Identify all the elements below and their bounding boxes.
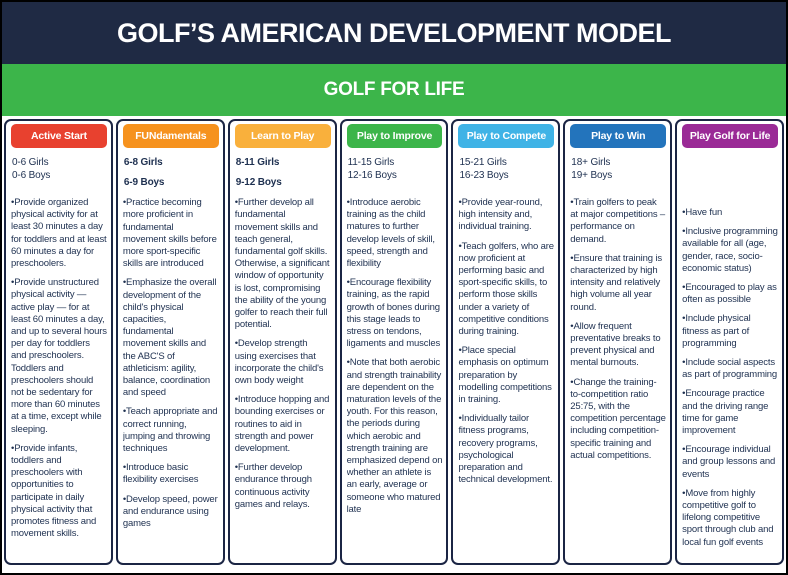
bullet-item: • Move from highly competitive golf to lifelong competitive sport through club and local fun golf events — [682, 488, 778, 549]
stage-bullets — [458, 190, 554, 560]
bullet-item: • Introduce basic flexibility exercises — [123, 462, 219, 486]
girls-age: 15-21 Girls — [459, 157, 507, 168]
boys-age: 0-6 Boys — [12, 169, 51, 181]
bullet-item: • Further develop endurance through continuous activity games and relays. — [235, 462, 331, 511]
bullet-item: • Provide infants, toddlers and preschoolers with opportunities to participate in daily physical activity that promotes fitness and movement skills. — [11, 443, 107, 541]
stage-header-badge: Active Start — [11, 124, 107, 148]
stage-header-badge: Learn to Play — [235, 124, 331, 148]
stage-bullets — [682, 200, 778, 560]
bullet-item: • Have fun — [682, 207, 778, 219]
bullet-item: • Change the training-to-competition ratio 25:75, with the competition percentage including competition-specific training and actual competitions. — [570, 377, 666, 462]
boys-age: 12-16 Boys — [347, 169, 397, 181]
bullet-item: • Note that both aerobic and strength trainability are dependent on the maturation levels of the youth. For this reason, the periods during which aerobic and strength training are emphasized depend on whether an athlete is an early, average or someone who matured late — [347, 357, 443, 516]
bullet-item: • Allow frequent preventative breaks to prevent physical and mental burnouts. — [570, 321, 666, 370]
stage-header-badge: FUNdamentals — [123, 124, 219, 148]
age-range — [348, 157, 443, 189]
bullet-item: • Provide year-round, high intensity and, individual training. — [458, 197, 554, 234]
page-title: GOLF’S AMERICAN DEVELOPMENT MODEL — [116, 17, 671, 48]
stage-column-play-to-compete — [451, 119, 560, 565]
stage-column-fundamentals — [116, 119, 225, 565]
stage-bullets — [347, 190, 443, 560]
stage-header-badge: Play to Win — [570, 124, 666, 148]
bullet-item: • Place special emphasis on optimum preparation by modelling competitions in training. — [458, 345, 554, 406]
bullet-item: • Include physical fitness as part of programming — [682, 313, 778, 350]
age-range — [571, 157, 666, 189]
girls-age: 0-6 Girls — [12, 157, 49, 168]
boys-age: 19+ Boys — [571, 169, 613, 181]
stage-header-badge: Play to Compete — [458, 124, 554, 148]
bullet-item: • Introduce hopping and bounding exercises or routines to aid in strength and power development. — [235, 394, 331, 455]
stage-header-badge: Play Golf for Life — [682, 124, 778, 148]
age-range — [683, 157, 778, 199]
banner-label: GOLF FOR LIFE — [323, 79, 465, 100]
stage-bullets — [570, 190, 666, 560]
girls-age: 18+ Girls — [571, 157, 611, 168]
stage-bullets — [123, 190, 219, 560]
stage-column-play-to-improve — [340, 119, 449, 565]
bullet-item: • Introduce aerobic training as the child matures to further develop levels of skill, speed, strength and flexibility — [347, 197, 443, 270]
stage-bullets — [11, 190, 107, 560]
bullet-item: • Encourage flexibility training, as the rapid growth of bones during this stage leads to stress on tendons, ligaments and muscles — [347, 277, 443, 350]
bullet-item: • Encourage practice and the driving range time for game improvement — [682, 388, 778, 437]
stage-columns — [2, 116, 786, 573]
age-range — [236, 157, 331, 189]
bullet-item: • Teach golfers, who are now proficient at performing basic and sport-specific skills, to perform those skills under a variety of competitive conditions during training. — [458, 241, 554, 339]
bullet-item: • Develop speed, power and endurance using games — [123, 494, 219, 531]
bullet-item: • Individually tailor fitness programs, recovery programs, psychological preparation and technical development. — [458, 413, 554, 486]
stage-column-active-start — [4, 119, 113, 565]
bullet-item: • Teach appropriate and correct running, jumping and throwing techniques — [123, 406, 219, 455]
girls-age: 11-15 Girls — [347, 157, 395, 168]
title-bar — [2, 2, 786, 64]
bullet-item: • Include social aspects as part of programming — [682, 357, 778, 381]
golf-for-life-banner — [2, 64, 786, 116]
girls-age: 6-8 Girls — [123, 157, 163, 168]
bullet-item: • Encourage individual and group lessons and events — [682, 444, 778, 481]
bullet-item: • Develop strength using exercises that incorporate the child's own body weight — [235, 338, 331, 387]
bullet-item: • Provide unstructured physical activity — active play — for at least 60 minutes a day, and up to several hours per day for toddlers and preschoolers. Toddlers and preschoolers should not be sedentary for more than 60 minutes at a time, except while sleeping. — [11, 277, 107, 436]
bullet-item: • Train golfers to peak at major competitions – performance on demand. — [570, 197, 666, 246]
bullet-item: • Emphasize the overall development of the child's physical capacities, fundamental movement skills and the ABC'S of athleticism: agility, balance, coordination and speed — [123, 277, 219, 399]
girls-age: 8-11 Girls — [235, 157, 280, 168]
bullet-item: • Encouraged to play as often as possible — [682, 282, 778, 306]
bullet-item: • Practice becoming more proficient in fundamental movement skills before more sport-specific skills are introduced — [123, 197, 219, 270]
age-range — [459, 157, 554, 189]
boys-age: 6-9 Boys — [123, 176, 165, 188]
age-range — [124, 157, 219, 189]
stage-column-play-to-win — [563, 119, 672, 565]
bullet-item: • Further develop all fundamental movement skills and teach general, fundamental golf skills. Otherwise, a significant window of opportunity is lost, compromising the ability of the young golfer to reach their full potential. — [235, 197, 331, 331]
stage-column-learn-to-play — [228, 119, 337, 565]
age-range — [12, 157, 107, 189]
boys-age: 9-12 Boys — [235, 176, 282, 188]
bullet-item: • Inclusive programming available for all (age, gender, race, socio-economic status) — [682, 226, 778, 275]
stage-column-play-golf-for-life — [675, 119, 784, 565]
stage-bullets — [235, 190, 331, 560]
bullet-item: • Provide organized physical activity for at least 30 minutes a day for toddlers and at least 60 minutes a day for preschoolers. — [11, 197, 107, 270]
boys-age: 16-23 Boys — [459, 169, 509, 181]
bullet-item: • Ensure that training is characterized by high intensity and relatively high volume all year round. — [570, 253, 666, 314]
stage-header-badge: Play to Improve — [347, 124, 443, 148]
